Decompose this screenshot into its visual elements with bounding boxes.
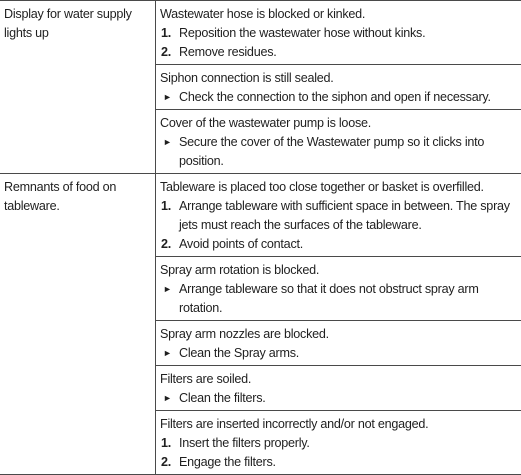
remedy-step — [160, 235, 521, 254]
remedy-step — [160, 389, 521, 408]
cause-title: Cover of the wastewater pump is loose. — [160, 116, 371, 130]
problem-cell: Remnants of food on tableware. — [4, 180, 117, 213]
cause-title: Wastewater hose is blocked or kinked. — [160, 7, 366, 21]
column-divider — [155, 174, 156, 474]
step-text: Check the connection to the siphon and open if necessary. — [179, 90, 491, 104]
step-number: 1. — [161, 26, 172, 40]
remedy-step — [160, 453, 521, 472]
table-row — [0, 0, 521, 174]
remedy-step — [160, 434, 521, 453]
cause-title: Siphon connection is still sealed. — [160, 71, 334, 85]
bullet-arrow-icon: ► — [163, 284, 172, 294]
step-text: Clean the filters. — [179, 391, 266, 405]
bullet-arrow-icon: ► — [163, 393, 172, 403]
step-text: Clean the Spray arms. — [179, 346, 300, 360]
step-number: 2. — [161, 45, 172, 59]
table-row — [0, 174, 521, 475]
causes-cell — [156, 1, 521, 173]
cause-title: Tableware is placed too close together or basket is overfilled. — [160, 180, 484, 194]
problem-cell: Display for water supply lights up — [4, 7, 132, 40]
cause-block — [156, 174, 521, 256]
remedy-step — [160, 88, 521, 107]
cause-block — [156, 410, 521, 474]
cause-title: Filters are soiled. — [160, 372, 252, 386]
cause-title: Filters are inserted incorrectly and/or not engaged. — [160, 417, 429, 431]
cause-block — [156, 1, 521, 64]
causes-cell — [156, 174, 521, 474]
remedy-step — [160, 43, 521, 62]
step-number: 1. — [161, 436, 172, 450]
column-divider — [155, 1, 156, 173]
cause-title: Spray arm rotation is blocked. — [160, 263, 320, 277]
step-text: Arrange tableware with sufficient space in between. The spray jets must reach the surfaces of the tableware. — [179, 199, 510, 232]
step-text: Remove residues. — [179, 45, 277, 59]
bullet-arrow-icon: ► — [163, 92, 172, 102]
step-number: 2. — [161, 237, 172, 251]
cause-block — [156, 365, 521, 410]
step-text: Insert the filters properly. — [179, 436, 310, 450]
step-text: Avoid points of contact. — [179, 237, 303, 251]
step-text: Arrange tableware so that it does not obstruct spray arm rotation. — [179, 282, 479, 315]
bullet-arrow-icon: ► — [163, 348, 172, 358]
cause-block — [156, 109, 521, 173]
step-number: 1. — [161, 199, 172, 213]
remedy-step — [160, 133, 521, 171]
cause-block — [156, 320, 521, 365]
step-number: 2. — [161, 455, 172, 469]
remedy-step — [160, 24, 521, 43]
cause-block — [156, 64, 521, 109]
remedy-step — [160, 280, 521, 318]
remedy-step — [160, 344, 521, 363]
step-text: Engage the filters. — [179, 455, 276, 469]
cause-title: Spray arm nozzles are blocked. — [160, 327, 329, 341]
remedy-step — [160, 197, 521, 235]
bullet-arrow-icon: ► — [163, 137, 172, 147]
step-text: Reposition the wastewater hose without kinks. — [179, 26, 426, 40]
step-text: Secure the cover of the Wastewater pump so it clicks into position. — [179, 135, 485, 168]
cause-block — [156, 256, 521, 320]
